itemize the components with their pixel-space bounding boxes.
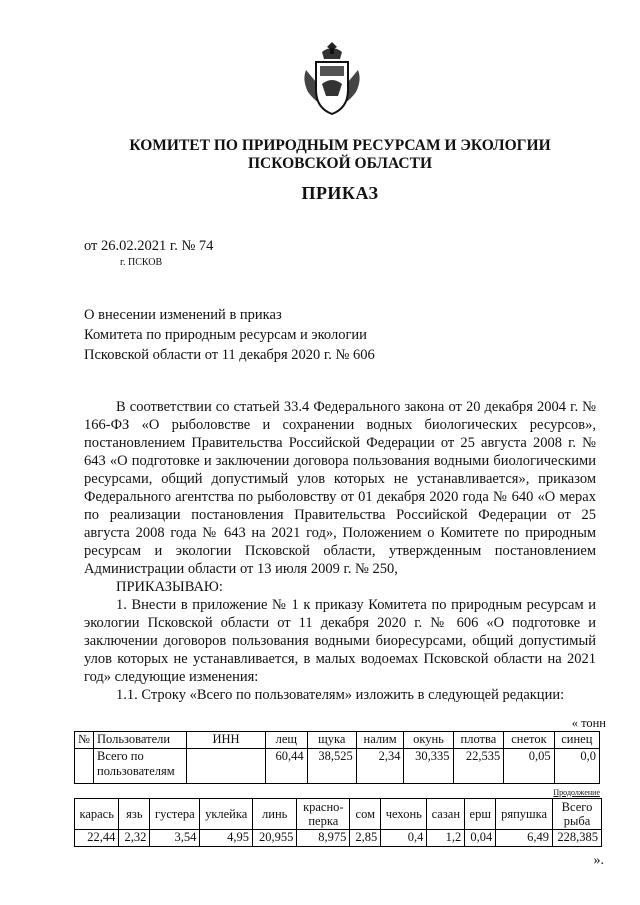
col-header: ИНН (187, 732, 266, 749)
org-title-line1: КОМИТЕТ ПО ПРИРОДНЫМ РЕСУРСАМ И ЭКОЛОГИИ (129, 137, 551, 154)
col-header: налим (356, 732, 404, 749)
table-cell: 0,0 (554, 749, 599, 784)
table-row (75, 749, 600, 784)
table-cell: 1,2 (427, 830, 465, 847)
table-header-row (75, 732, 600, 749)
col-header: густера (150, 799, 200, 830)
org-title-line2: ПСКОВСКОЙ ОБЛАСТИ (247, 155, 432, 172)
col-header: плотва (453, 732, 504, 749)
col-header: синец (554, 732, 599, 749)
col-header: сазан (427, 799, 465, 830)
document-body (84, 398, 596, 704)
table-cell: 60,44 (266, 749, 308, 784)
table-cell (75, 749, 94, 784)
col-header: лещ (266, 732, 308, 749)
col-header: окунь (404, 732, 453, 749)
table-cell: 3,54 (150, 830, 200, 847)
table-header-row (75, 799, 602, 830)
table-cell: 8,975 (297, 830, 350, 847)
col-header: чехонь (381, 799, 427, 830)
table-cell: 22,535 (453, 749, 504, 784)
table-row (75, 830, 602, 847)
col-header: карась (75, 799, 119, 830)
table-cell: 0,4 (381, 830, 427, 847)
col-header: Всего рыба (553, 799, 602, 830)
table-cell: 30,335 (404, 749, 453, 784)
col-header: красно-перка (297, 799, 350, 830)
table-cell: 0,05 (504, 749, 554, 784)
users-totals-table-part1 (74, 731, 600, 784)
users-totals-table-part2 (74, 798, 602, 847)
document-subject (84, 305, 375, 365)
col-header: уклейка (200, 799, 253, 830)
closing-quote-mark: ». (593, 853, 604, 868)
item-1-1-paragraph: 1.1. Строку «Всего по пользователям» изложить в следующей редакции: (116, 687, 565, 703)
table-cell: 2,32 (119, 830, 150, 847)
col-header: № (75, 732, 94, 749)
col-header: щука (307, 732, 356, 749)
document-type-title: ПРИКАЗ (301, 183, 379, 203)
table-cell: 6,49 (496, 830, 553, 847)
col-header: снеток (504, 732, 554, 749)
continuation-label: Продолжение (553, 788, 600, 797)
table-cell (187, 749, 266, 784)
table-cell: 38,525 (307, 749, 356, 784)
table-cell: 2,85 (350, 830, 381, 847)
table-cell: 20,955 (253, 830, 297, 847)
table-cell: 4,95 (200, 830, 253, 847)
subject-line: О внесении изменений в приказ (84, 307, 282, 323)
coat-of-arms-emblem (300, 40, 364, 118)
col-header: сом (350, 799, 381, 830)
item-1-paragraph: 1. Внести в приложение № 1 к приказу Комитета по природным ресурсам и экологии Псковской области от 11 декабря 2020 г. № 606 «О подготовке и заключении договоров пользования водными биоресурсами, общий допустимый улов которых не устанавливается, в малых водоемах Псковской области на 2021 год» следующие изменения: (84, 597, 596, 685)
table-cell: Всего по пользователям (94, 749, 187, 784)
col-header: язь (119, 799, 150, 830)
col-header: линь (253, 799, 297, 830)
date-and-number: от 26.02.2021 г. № 74 (84, 238, 214, 254)
col-header: ерш (465, 799, 496, 830)
table-cell: 0,04 (465, 830, 496, 847)
unit-label: « тонн (571, 716, 606, 730)
table-cell: 228,385 (553, 830, 602, 847)
subject-line: Комитета по природным ресурсам и экологии (84, 327, 367, 343)
subject-line: Псковской области от 11 декабря 2020 г. № 606 (84, 347, 375, 363)
table-cell: 2,34 (356, 749, 404, 784)
city-label: г. ПСКОВ (120, 257, 163, 268)
preamble-paragraph: В соответствии со статьей 33.4 Федерального закона от 20 декабря 2004 г. № 166-ФЗ «О рыболовстве и сохранении водных биологических ресурсов», постановлением Правительства Российской Федерации от 25 августа 2008 г. № 643 «О подготовке и заключении договора пользования водными биологическими ресурсами, общий допустимый улов которых не устанавливается», приказом Федерального агентства по рыболовству от 01 декабря 2020 года № 640 «О мерах по реализации постановления Правительства Российской Федерации от 25 августа 2008 года № 643 на 2021 год», Положением о Комитете по природным ресурсам и экологии Псковской области, утвержденным постановлением Администрации области от 13 июля 2009 г. № 250, (84, 399, 596, 577)
order-word: ПРИКАЗЫВАЮ: (116, 579, 223, 595)
col-header: Пользователи (94, 732, 187, 749)
table-cell: 22,44 (75, 830, 119, 847)
col-header: ряпушка (496, 799, 553, 830)
